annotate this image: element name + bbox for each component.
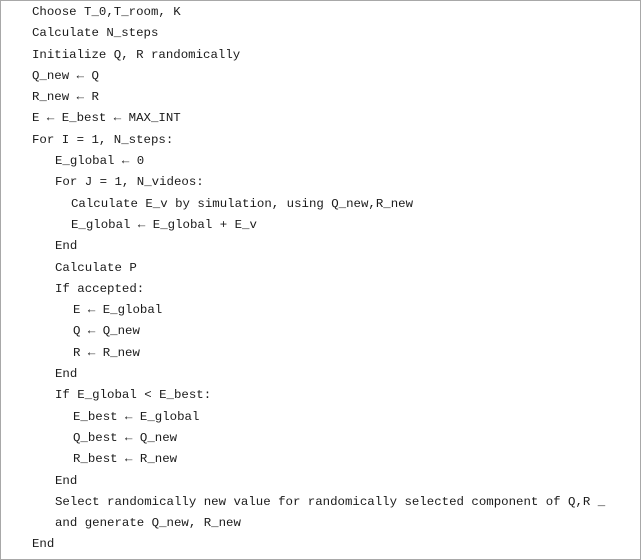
code-line: E ← E_global [73,303,163,318]
pseudocode-lines [1,2,640,556]
code-line: Calculate N_steps [32,26,159,41]
code-line: For I = 1, N_steps: [32,132,174,147]
code-line: E ← E_best ← MAX_INT [32,111,181,126]
code-line: E_global ← E_global + E_v [71,217,257,232]
code-line: Select randomically new value for randomically selected component of Q,R _ [55,494,606,509]
code-line: For J = 1, N_videos: [55,175,204,190]
code-line: Q_new ← Q [32,68,99,83]
code-line: End [55,367,78,382]
code-line: Choose T_0,T_room, K [32,5,181,19]
code-line: and generate Q_new, R_new [55,516,241,531]
code-line: R_new ← R [32,90,99,105]
code-line: Calculate E_v by simulation, using Q_new,R_new [71,196,414,211]
code-line: If accepted: [55,281,145,296]
code-line: Initialize Q, R randomically [32,47,241,62]
code-line: E_best ← E_global [73,409,200,424]
code-line: End [55,473,78,488]
code-line: Calculate P [55,260,137,275]
code-line: Q ← Q_new [73,324,140,339]
code-line: End [32,537,55,552]
code-line: R ← R_new [73,345,140,360]
code-line: E_global ← 0 [55,154,145,169]
code-line: If E_global < E_best: [55,388,212,403]
code-line: R_best ← R_new [73,452,178,467]
code-line: End [55,239,78,254]
code-line: Q_best ← Q_new [73,430,178,445]
